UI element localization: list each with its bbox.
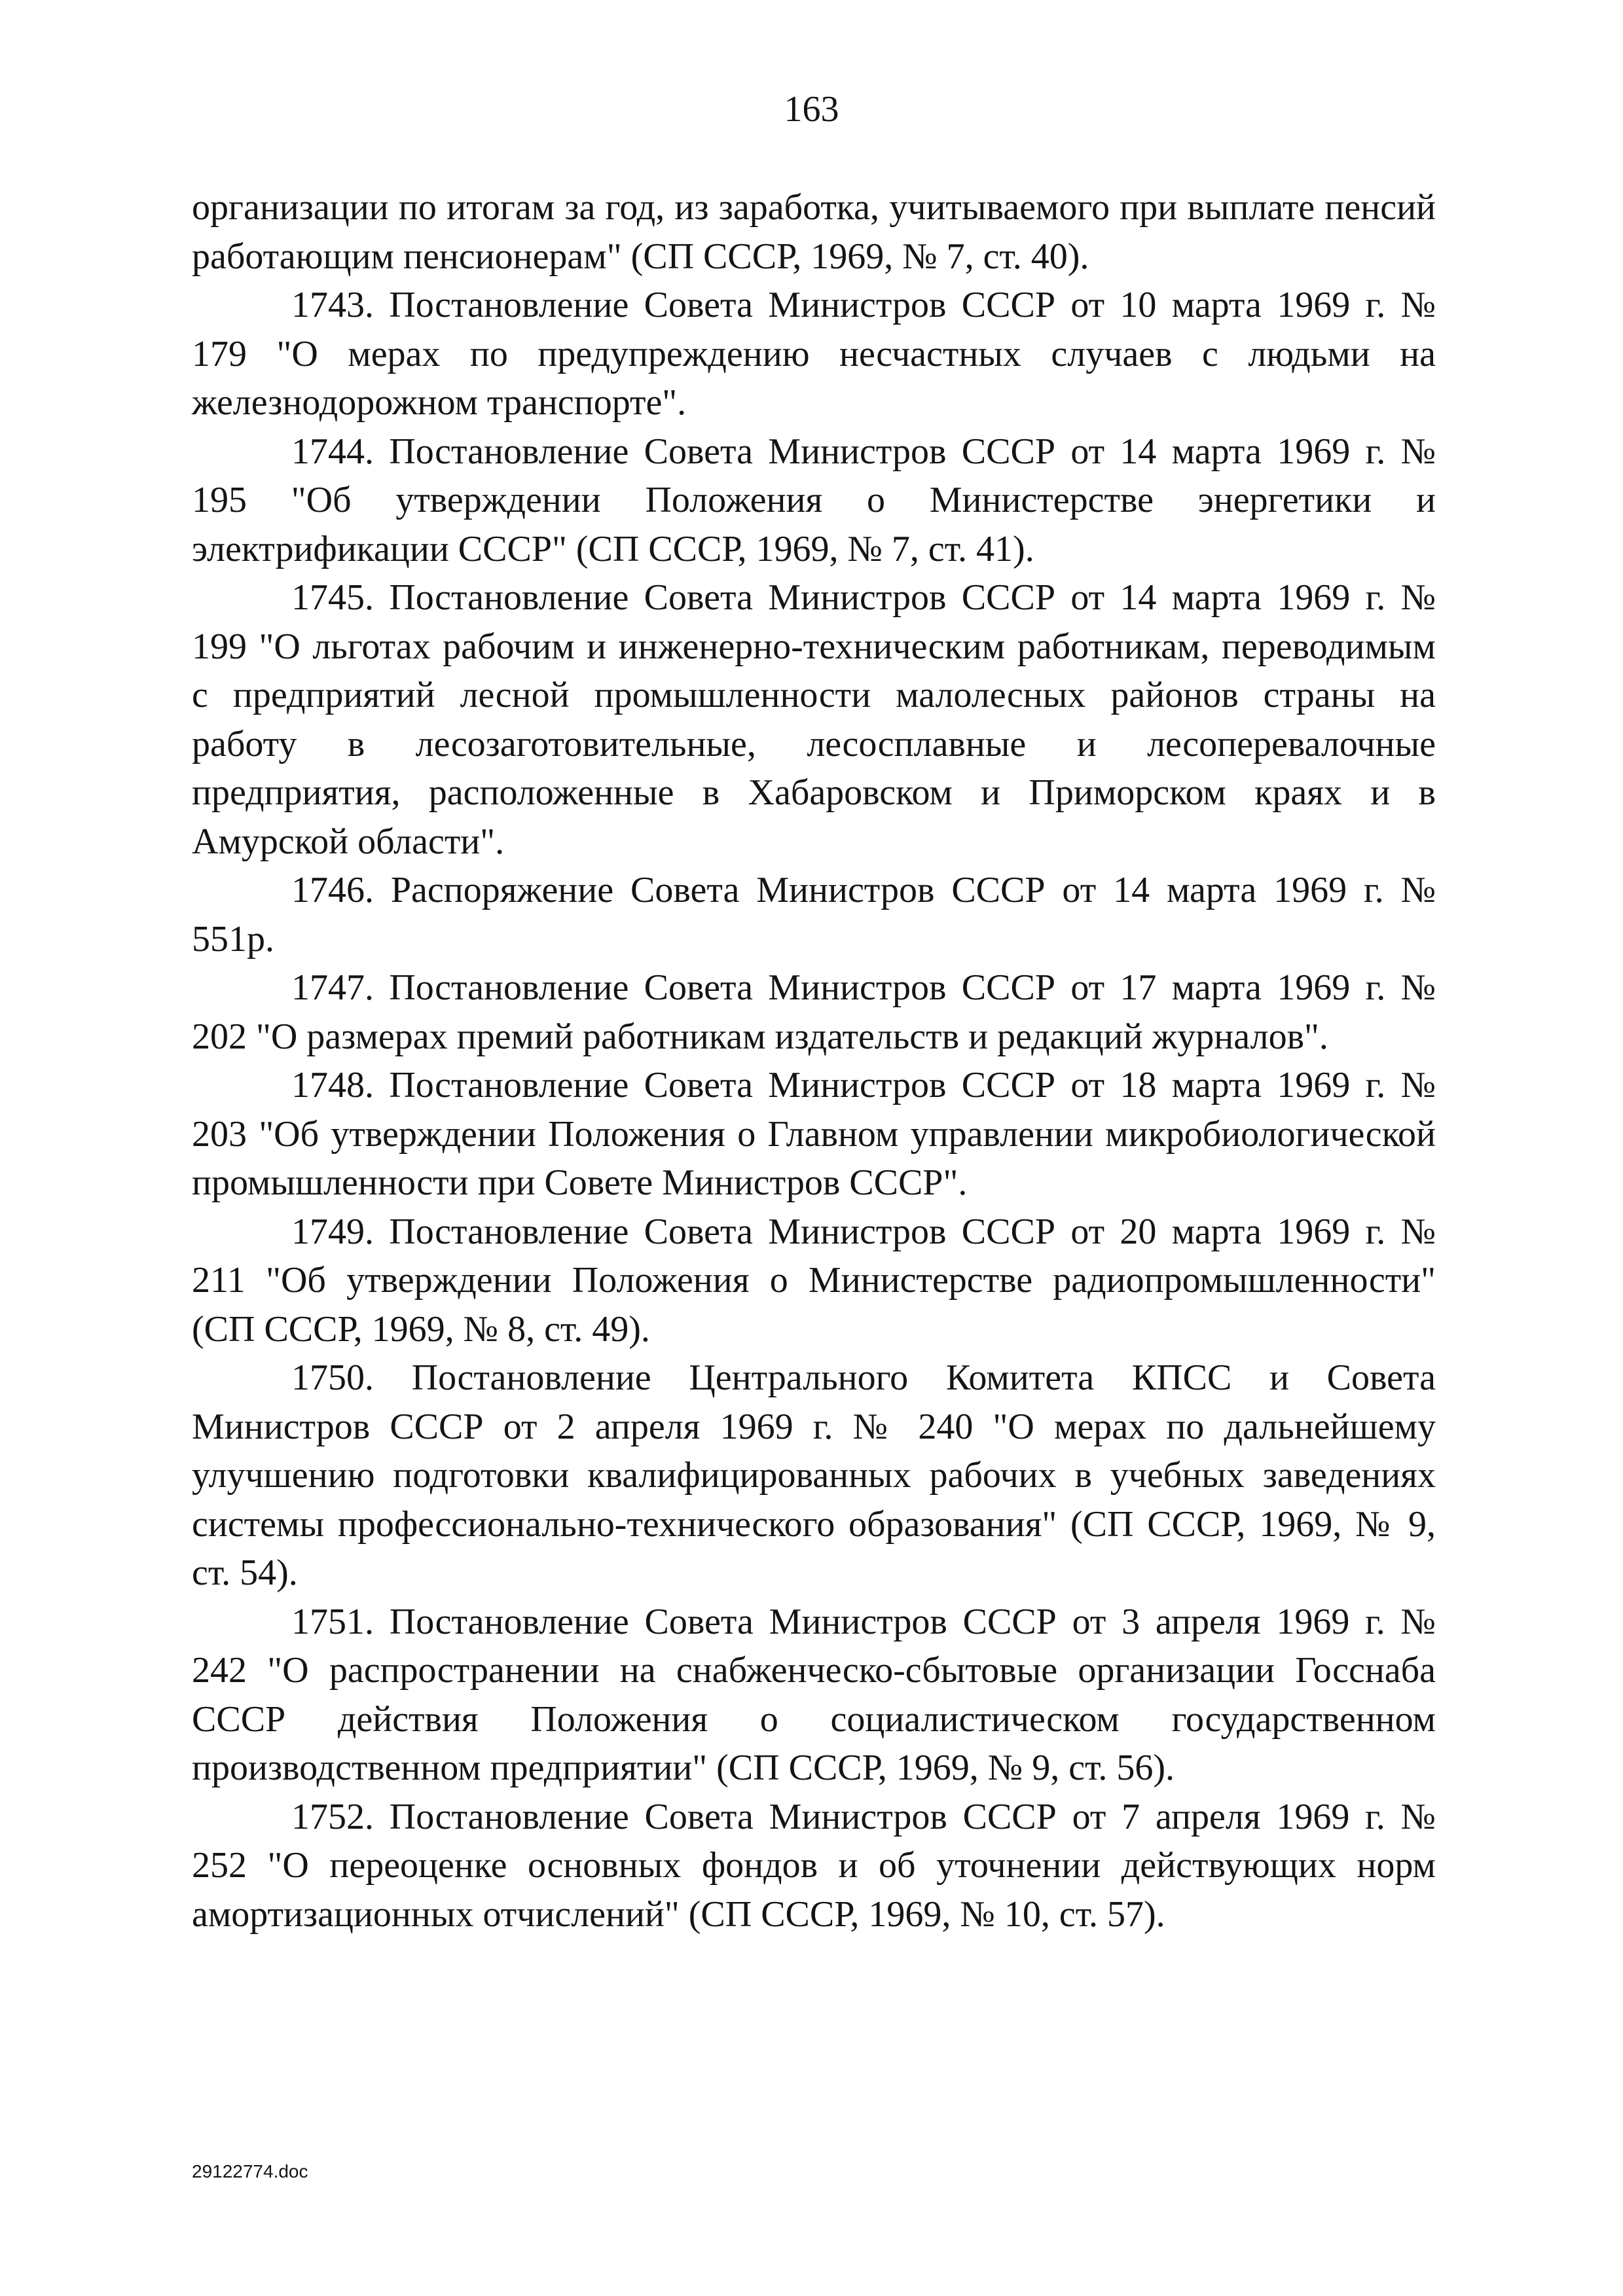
- entry-1743: 1743. Постановление Совета Министров СССР от 10 марта 1969 г. № 179 "О мерах по предупреждению несчастных случаев с людьми на железнодорожном транспорте".: [192, 285, 1436, 423]
- footer-document-id: 29122774.doc: [192, 2161, 308, 2181]
- entry-1749: 1749. Постановление Совета Министров СССР от 20 марта 1969 г. № 211 "Об утверждении Положения о Министерстве радиопромышленности" (СП СССР, 1969, № 8, ст. 49).: [192, 1211, 1436, 1350]
- paragraph-continuation: организации по итогам за год, из заработка, учитываемого при выплате пенсий работающим пенсионерам" (СП СССР, 1969, № 7, ст. 40).: [192, 187, 1436, 277]
- entry-1744: 1744. Постановление Совета Министров СССР от 14 марта 1969 г. № 195 "Об утверждении Положения о Министерстве энергетики и электрификации СССР" (СП СССР, 1969, № 7, ст. 41).: [192, 431, 1436, 569]
- document-body: [192, 183, 1436, 1939]
- entry-1750: 1750. Постановление Центрального Комитета КПСС и Совета Министров СССР от 2 апреля 1969 г. № 240 "О мерах по дальнейшему улучшению подготовки квалифицированных рабочих в учебных заведениях системы профессионально-технического образования" (СП СССР, 1969, № 9, ст. 54).: [192, 1357, 1436, 1593]
- entry-1748: 1748. Постановление Совета Министров СССР от 18 марта 1969 г. № 203 "Об утверждении Положения о Главном управлении микробиологической промышленности при Совете Министров СССР".: [192, 1065, 1436, 1203]
- page-number: 163: [784, 89, 839, 130]
- entry-1752: 1752. Постановление Совета Министров СССР от 7 апреля 1969 г. № 252 "О переоценке основных фондов и об уточнении действующих норм амортизационных отчислений" (СП СССР, 1969, № 10, ст. 57).: [192, 1796, 1436, 1935]
- entry-1751: 1751. Постановление Совета Министров СССР от 3 апреля 1969 г. № 242 "О распространении на снабженческо-сбытовые организации Госснаба СССР действия Положения о социалистическом государственном производственном предприятии" (СП СССР, 1969, № 9, ст. 56).: [192, 1601, 1436, 1788]
- entry-1747: 1747. Постановление Совета Министров СССР от 17 марта 1969 г. № 202 "О размерах премий работникам издательств и редакций журналов".: [192, 967, 1436, 1057]
- entry-1745: 1745. Постановление Совета Министров СССР от 14 марта 1969 г. № 199 "О льготах рабочим и инженерно-техническим работникам, переводимым с предприятий лесной промышленности малолесных районов страны на работу в лесозаготовительные, лесосплавные и лесоперевалочные предприятия, расположенные в Хабаровском и Приморском краях и в Амурской области".: [192, 577, 1436, 862]
- entry-1746: 1746. Распоряжение Совета Министров СССР от 14 марта 1969 г. № 551р.: [192, 870, 1436, 960]
